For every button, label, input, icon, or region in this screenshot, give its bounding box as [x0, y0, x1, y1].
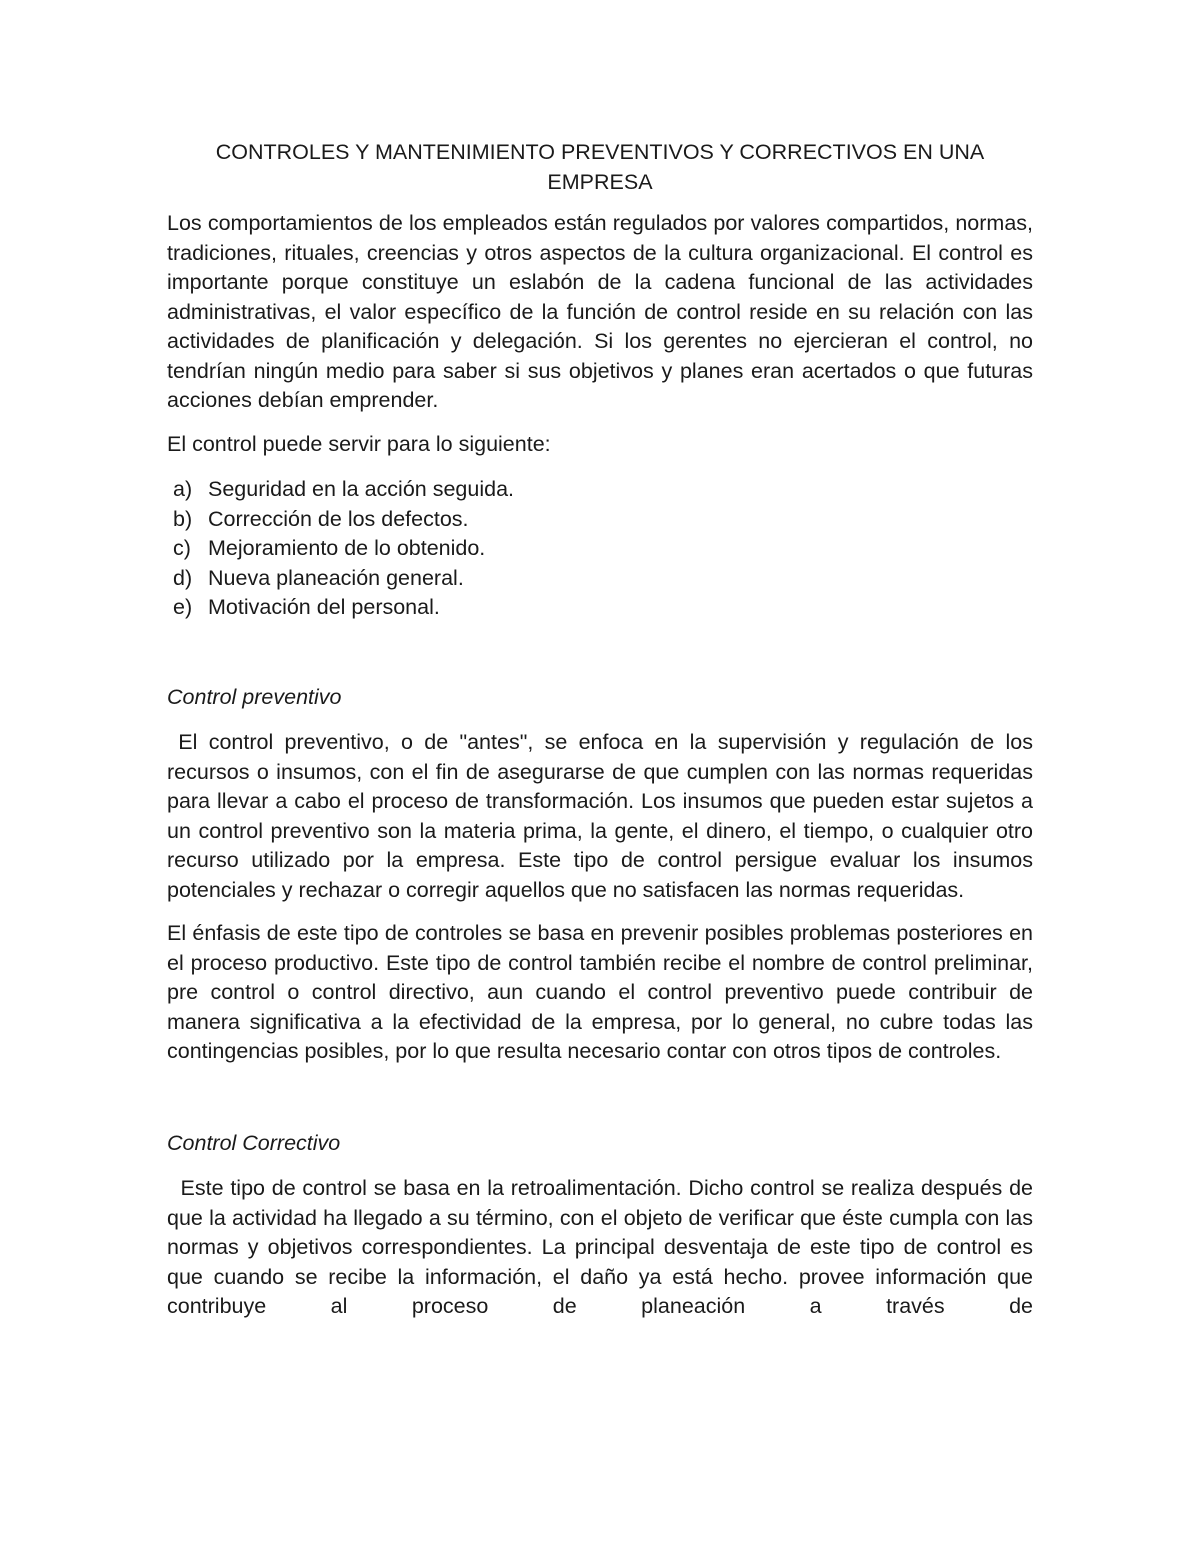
- corrective-paragraph-1: Este tipo de control se basa en la retroalimentación. Dicho control se realiza después de que la actividad ha llegado a su término, con el objeto de verificar que éste cumpla con las normas y objetivos correspondientes. La principal desventaja de este tipo de control es que cuando se recibe la información, el daño ya está hecho. provee información que contribuye al proceso de planeación a través de: [167, 1176, 1039, 1318]
- list-item: [167, 534, 1033, 564]
- list-item-text: Corrección de los defectos.: [208, 506, 469, 531]
- list-marker: b): [173, 506, 193, 531]
- list-item-text: Mejoramiento de lo obtenido.: [208, 536, 486, 560]
- list-marker: d): [173, 565, 193, 590]
- section-heading-preventive: Control preventivo: [167, 684, 342, 709]
- list-item: [167, 593, 1033, 623]
- list-marker: c): [173, 536, 191, 560]
- list-intro: El control puede servir para lo siguiente:: [167, 431, 551, 456]
- document-title: CONTROLES Y MANTENIMIENTO PREVENTIVOS Y CORRECTIVOS EN UNA EMPRESA: [215, 140, 985, 194]
- purpose-list: [167, 475, 1033, 623]
- list-item: [167, 505, 1033, 535]
- list-item: [167, 564, 1033, 594]
- list-item: [167, 475, 1033, 505]
- section-heading-corrective: Control Correctivo: [167, 1130, 341, 1155]
- list-marker: e): [173, 595, 193, 619]
- list-item-text: Motivación del personal.: [208, 595, 440, 619]
- intro-paragraph: Los comportamientos de los empleados están regulados por valores compartidos, normas, tradiciones, rituales, creencias y otros aspectos de la cultura organizacional. El control es importante porque constituye un eslabón de la cadena funcional de las actividades administrativas, el valor específico de la función de control reside en su relación con las actividades de planificación y delegación. Si los gerentes no ejercieran el control, no tendrían ningún medio para saber si sus objetivos y planes eran acertados o que futuras acciones debían emprender.: [167, 211, 1033, 412]
- preventive-paragraph-1: El control preventivo, o de "antes", se enfoca en la supervisión y regulación de los recursos o insumos, con el fin de asegurarse de que cumplen con las normas requeridas para llevar a cabo el proceso de transformación. Los insumos que pueden estar sujetos a un control preventivo son la materia prima, la gente, el dinero, el tiempo, o cualquier otro recurso utilizado por la empresa. Este tipo de control persigue evaluar los insumos potenciales y rechazar o corregir aquellos que no satisfacen las normas requeridas.: [167, 730, 1039, 902]
- list-item-text: Seguridad en la acción seguida.: [208, 477, 514, 501]
- list-marker: a): [173, 477, 193, 501]
- list-item-text: Nueva planeación general.: [208, 565, 464, 590]
- document-page: [167, 137, 1039, 1336]
- preventive-paragraph-2: El énfasis de este tipo de controles se basa en prevenir posibles problemas posteriores en el proceso productivo. Este tipo de control también recibe el nombre de control preliminar, pre control o control directivo, aun cuando el control preventivo puede contribuir de manera significativa a la efectividad de la empresa, por lo general, no cubre todas las contingencias posibles, por lo que resulta necesario contar con otros tipos de controles.: [167, 921, 1033, 1063]
